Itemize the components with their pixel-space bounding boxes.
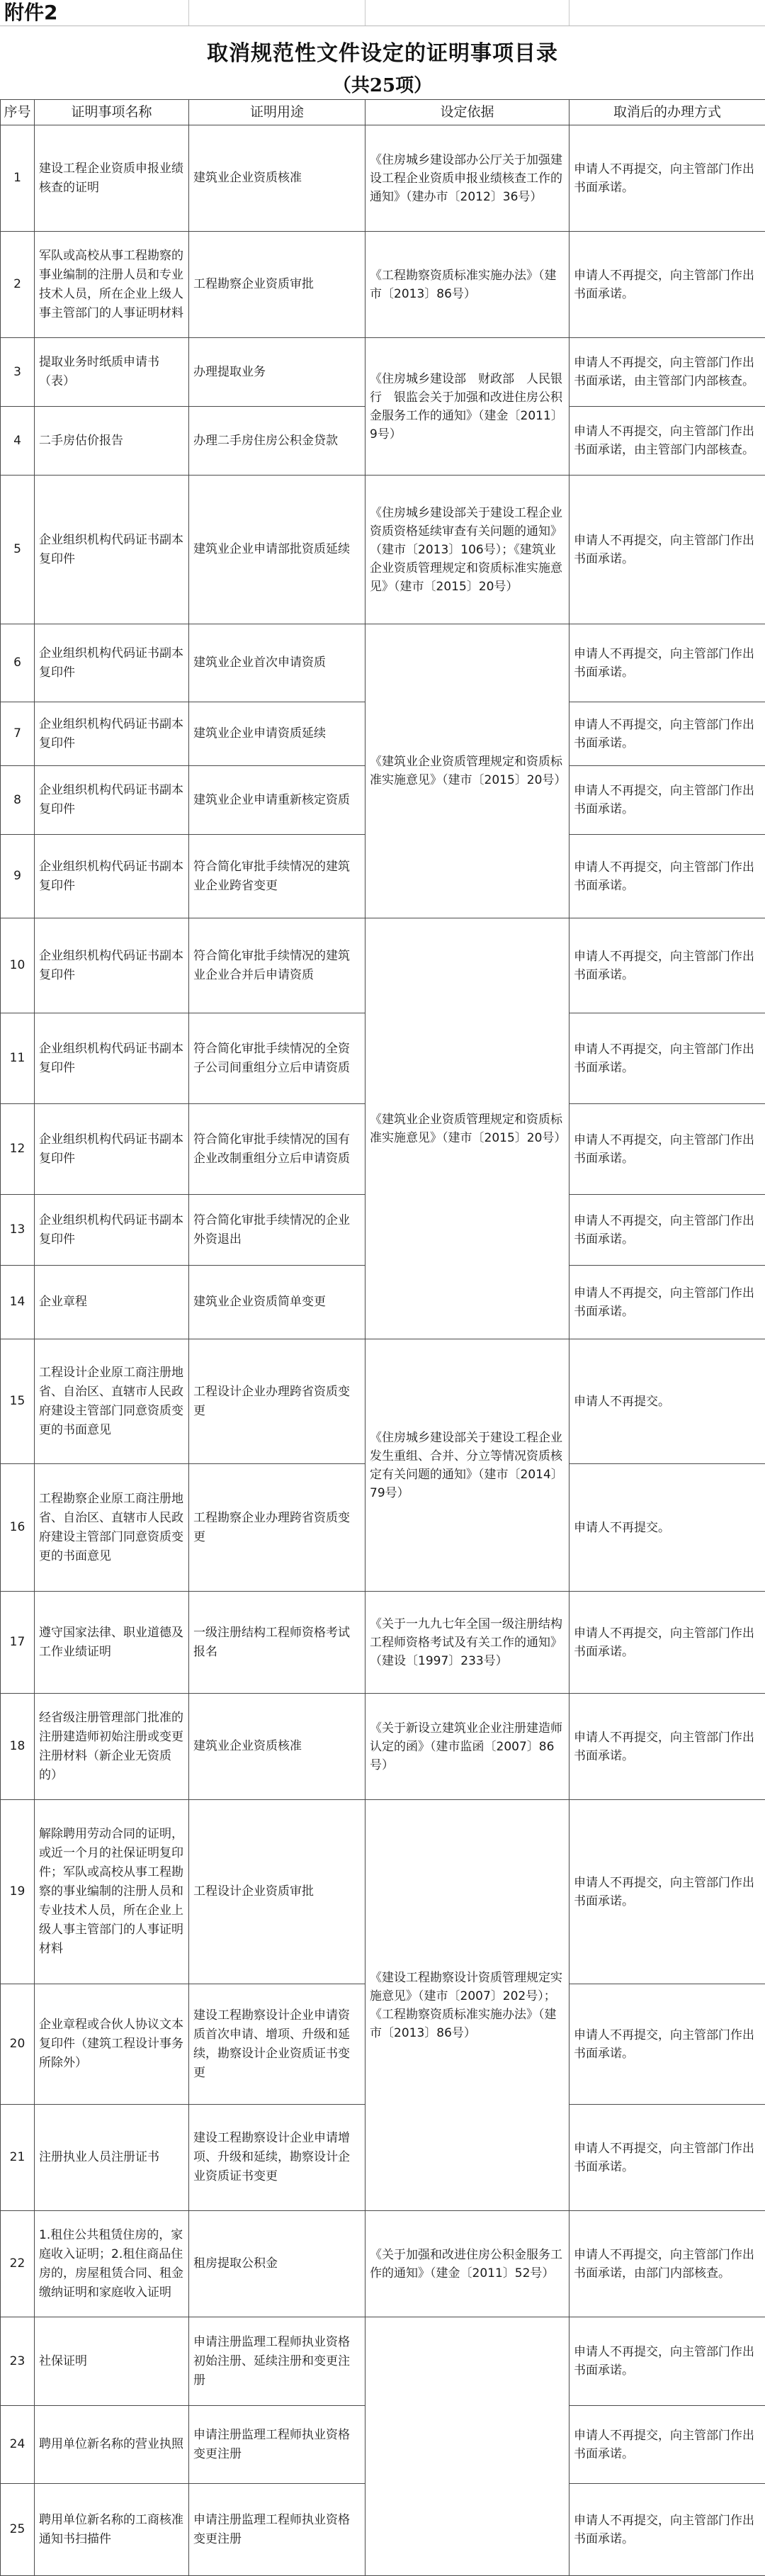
row-item-name: 企业组织机构代码证书副本复印件 <box>35 702 189 766</box>
row-handling: 申请人不再提交，向主管部门作出书面承诺。 <box>570 624 765 702</box>
table-row <box>1 338 765 407</box>
row-item-name: 工程设计企业原工商注册地省、自治区、直辖市人民政府建设主管部门同意资质变更的书面意见 <box>35 1339 189 1464</box>
table-row <box>1 1592 765 1694</box>
row-item-name: 工程勘察企业原工商注册地省、自治区、直辖市人民政府建设主管部门同意资质变更的书面意见 <box>35 1464 189 1592</box>
row-number: 16 <box>1 1464 35 1592</box>
table-row <box>1 1800 765 1984</box>
row-item-name: 企业组织机构代码证书副本复印件 <box>35 918 189 1013</box>
certificate-items-table <box>0 99 765 2576</box>
row-number: 7 <box>1 702 35 766</box>
column-divider <box>365 0 366 26</box>
row-purpose: 符合简化审批手续情况的国有企业改制重组分立后申请资质 <box>189 1104 366 1195</box>
row-number: 18 <box>1 1694 35 1800</box>
row-number: 14 <box>1 1266 35 1339</box>
header-basis: 设定依据 <box>366 100 570 125</box>
row-item-name: 经省级注册管理部门批准的注册建造师初始注册或变更注册材料（新企业无资质的） <box>35 1694 189 1800</box>
row-handling: 申请人不再提交，向主管部门作出书面承诺，由部门内部核查。 <box>570 2211 765 2317</box>
row-purpose: 建筑业企业资质核准 <box>189 1694 366 1800</box>
row-item-name: 解除聘用劳动合同的证明，或近一个月的社保证明复印件；军队或高校从事工程勘察的事业编制的注册人员和专业技术人员，所在企业上级人事主管部门的人事证明材料 <box>35 1800 189 1984</box>
row-purpose: 办理二手房住房公积金贷款 <box>189 407 366 476</box>
row-purpose: 工程勘察企业办理跨省资质变更 <box>189 1464 366 1592</box>
row-purpose: 工程设计企业办理跨省资质变更 <box>189 1339 366 1464</box>
row-purpose: 申请注册监理工程师执业资格初始注册、延续注册和变更注册 <box>189 2317 366 2406</box>
row-basis: 《工程勘察资质标准实施办法》（建市〔2013〕86号） <box>366 232 570 338</box>
row-item-name: 1.租住公共租赁住房的，家庭收入证明；2.租住商品住房的，房屋租赁合同、租金缴纳证明和家庭收入证明 <box>35 2211 189 2317</box>
row-handling: 申请人不再提交，向主管部门作出书面承诺。 <box>570 918 765 1013</box>
column-divider <box>569 0 570 26</box>
row-basis: 《建筑业企业资质管理规定和资质标准实施意见》（建市〔2015〕20号） <box>366 624 570 918</box>
row-item-name: 提取业务时纸质申请书（表） <box>35 338 189 407</box>
row-item-name: 遵守国家法律、职业道德及工作业绩证明 <box>35 1592 189 1694</box>
row-number: 25 <box>1 2484 35 2576</box>
table-row <box>1 232 765 338</box>
table-row <box>1 2211 765 2317</box>
row-basis: 《住房城乡建设部关于建设工程企业资质资格延续审查有关问题的通知》（建市〔2013〕106号）；《建筑业企业资质管理规定和资质标准实施意见》（建市〔2015〕20号） <box>366 476 570 624</box>
row-number: 13 <box>1 1195 35 1266</box>
row-item-name: 企业组织机构代码证书副本复印件 <box>35 1195 189 1266</box>
row-purpose: 建筑业企业申请部批资质延续 <box>189 476 366 624</box>
table-row <box>1 1694 765 1800</box>
row-purpose: 建筑业企业首次申请资质 <box>189 624 366 702</box>
row-purpose: 办理提取业务 <box>189 338 366 407</box>
row-handling: 申请人不再提交，向主管部门作出书面承诺。 <box>570 1984 765 2105</box>
row-item-name: 企业组织机构代码证书副本复印件 <box>35 476 189 624</box>
row-handling: 申请人不再提交，向主管部门作出书面承诺。 <box>570 2317 765 2406</box>
row-basis: 《住房城乡建设部 财政部 人民银行 银监会关于加强和改进住房公积金服务工作的通知》（建金〔2011〕9号） <box>366 338 570 476</box>
row-item-name: 建设工程企业资质申报业绩核查的证明 <box>35 125 189 232</box>
table-row <box>1 1339 765 1464</box>
row-basis <box>366 2317 570 2576</box>
row-item-name: 企业组织机构代码证书副本复印件 <box>35 1013 189 1104</box>
row-number: 9 <box>1 835 35 918</box>
row-handling: 申请人不再提交。 <box>570 1339 765 1464</box>
row-handling: 申请人不再提交，向主管部门作出书面承诺。 <box>570 835 765 918</box>
row-handling: 申请人不再提交，向主管部门作出书面承诺。 <box>570 2484 765 2576</box>
row-purpose: 建筑业企业资质核准 <box>189 125 366 232</box>
table-row <box>1 125 765 232</box>
row-number: 21 <box>1 2105 35 2211</box>
attachment-label: 附件2 <box>4 1 57 24</box>
row-item-name: 企业组织机构代码证书副本复印件 <box>35 835 189 918</box>
row-item-name: 企业组织机构代码证书副本复印件 <box>35 766 189 835</box>
row-purpose: 申请注册监理工程师执业资格变更注册 <box>189 2406 366 2484</box>
row-handling: 申请人不再提交。 <box>570 1464 765 1592</box>
document-title: 取消规范性文件设定的证明事项目录 <box>0 35 765 67</box>
header-handling: 取消后的办理方式 <box>570 100 765 125</box>
row-handling: 申请人不再提交，向主管部门作出书面承诺，由主管部门内部核查。 <box>570 338 765 407</box>
table-row <box>1 624 765 702</box>
row-item-name: 企业章程 <box>35 1266 189 1339</box>
row-purpose: 建筑业企业申请资质延续 <box>189 702 366 766</box>
row-basis: 《关于一九九七年全国一级注册结构工程师资格考试及有关工作的通知》（建设〔1997〕233号） <box>366 1592 570 1694</box>
row-number: 10 <box>1 918 35 1013</box>
row-handling: 申请人不再提交，向主管部门作出书面承诺。 <box>570 1195 765 1266</box>
row-number: 24 <box>1 2406 35 2484</box>
row-purpose: 建设工程勘察设计企业申请增项、升级和延续，勘察设计企业资质证书变更 <box>189 2105 366 2211</box>
row-number: 6 <box>1 624 35 702</box>
row-basis: 《住房城乡建设部关于建设工程企业发生重组、合并、分立等情况资质核定有关问题的通知》（建市〔2014〕79号） <box>366 1339 570 1592</box>
header-number: 序号 <box>1 100 35 125</box>
table-row <box>1 476 765 624</box>
row-number: 15 <box>1 1339 35 1464</box>
row-number: 12 <box>1 1104 35 1195</box>
row-number: 5 <box>1 476 35 624</box>
row-basis: 《建设工程勘察设计资质管理规定实施意见》（建市〔2007〕202号）；《工程勘察资质标准实施办法》（建市〔2013〕86号） <box>366 1800 570 2211</box>
row-item-name: 聘用单位新名称的工商核准通知书扫描件 <box>35 2484 189 2576</box>
row-item-name: 聘用单位新名称的营业执照 <box>35 2406 189 2484</box>
row-handling: 申请人不再提交，向主管部门作出书面承诺。 <box>570 1694 765 1800</box>
row-number: 23 <box>1 2317 35 2406</box>
row-number: 4 <box>1 407 35 476</box>
row-handling: 申请人不再提交，向主管部门作出书面承诺。 <box>570 766 765 835</box>
row-purpose: 申请注册监理工程师执业资格变更注册 <box>189 2484 366 2576</box>
row-purpose: 一级注册结构工程师资格考试报名 <box>189 1592 366 1694</box>
row-purpose: 建筑业企业申请重新核定资质 <box>189 766 366 835</box>
row-basis: 《关于新设立建筑业企业注册建造师认定的函》（建市监函〔2007〕86号） <box>366 1694 570 1800</box>
row-basis: 《建筑业企业资质管理规定和资质标准实施意见》（建市〔2015〕20号） <box>366 918 570 1339</box>
row-handling: 申请人不再提交，向主管部门作出书面承诺。 <box>570 476 765 624</box>
row-purpose: 工程勘察企业资质审批 <box>189 232 366 338</box>
row-purpose: 租房提取公积金 <box>189 2211 366 2317</box>
row-item-name: 社保证明 <box>35 2317 189 2406</box>
row-purpose: 符合简化审批手续情况的建筑业企业跨省变更 <box>189 835 366 918</box>
row-item-name: 企业章程或合伙人协议文本复印件（建筑工程设计事务所除外） <box>35 1984 189 2105</box>
row-handling: 申请人不再提交，向主管部门作出书面承诺。 <box>570 2105 765 2211</box>
row-handling: 申请人不再提交，向主管部门作出书面承诺。 <box>570 1104 765 1195</box>
row-purpose: 符合简化审批手续情况的全资子公司间重组分立后申请资质 <box>189 1013 366 1104</box>
row-handling: 申请人不再提交，向主管部门作出书面承诺。 <box>570 2406 765 2484</box>
row-handling: 申请人不再提交，向主管部门作出书面承诺，由主管部门内部核查。 <box>570 407 765 476</box>
row-number: 22 <box>1 2211 35 2317</box>
row-basis: 《关于加强和改进住房公积金服务工作的通知》（建金〔2011〕52号） <box>366 2211 570 2317</box>
row-number: 17 <box>1 1592 35 1694</box>
row-purpose: 工程设计企业资质审批 <box>189 1800 366 1984</box>
row-purpose: 建设工程勘察设计企业申请资质首次申请、增项、升级和延续，勘察设计企业资质证书变更 <box>189 1984 366 2105</box>
row-handling: 申请人不再提交，向主管部门作出书面承诺。 <box>570 1592 765 1694</box>
row-purpose: 建筑业企业资质简单变更 <box>189 1266 366 1339</box>
row-number: 19 <box>1 1800 35 1984</box>
row-number: 11 <box>1 1013 35 1104</box>
title-block <box>0 26 765 99</box>
row-number: 2 <box>1 232 35 338</box>
row-item-name: 注册执业人员注册证书 <box>35 2105 189 2211</box>
column-divider <box>188 0 189 26</box>
row-number: 3 <box>1 338 35 407</box>
row-purpose: 符合简化审批手续情况的建筑业企业合并后申请资质 <box>189 918 366 1013</box>
table-header-row <box>1 100 765 125</box>
row-item-name: 企业组织机构代码证书副本复印件 <box>35 1104 189 1195</box>
table-row <box>1 918 765 1013</box>
spreadsheet-top-row <box>0 0 765 26</box>
row-item-name: 军队或高校从事工程勘察的事业编制的注册人员和专业技术人员，所在企业上级人事主管部门的人事证明材料 <box>35 232 189 338</box>
row-number: 20 <box>1 1984 35 2105</box>
row-number: 1 <box>1 125 35 232</box>
row-handling: 申请人不再提交，向主管部门作出书面承诺。 <box>570 125 765 232</box>
header-item-name: 证明事项名称 <box>35 100 189 125</box>
row-handling: 申请人不再提交，向主管部门作出书面承诺。 <box>570 1800 765 1984</box>
row-item-name: 企业组织机构代码证书副本复印件 <box>35 624 189 702</box>
row-handling: 申请人不再提交，向主管部门作出书面承诺。 <box>570 232 765 338</box>
row-handling: 申请人不再提交，向主管部门作出书面承诺。 <box>570 1013 765 1104</box>
header-purpose: 证明用途 <box>189 100 366 125</box>
row-handling: 申请人不再提交，向主管部门作出书面承诺。 <box>570 702 765 766</box>
row-basis: 《住房城乡建设部办公厅关于加强建设工程企业资质申报业绩核查工作的通知》（建办市〔2012〕36号） <box>366 125 570 232</box>
row-item-name: 二手房估价报告 <box>35 407 189 476</box>
document-subtitle: （共25项） <box>0 71 765 97</box>
row-purpose: 符合简化审批手续情况的企业外资退出 <box>189 1195 366 1266</box>
row-number: 8 <box>1 766 35 835</box>
table-row <box>1 2317 765 2406</box>
row-handling: 申请人不再提交，向主管部门作出书面承诺。 <box>570 1266 765 1339</box>
